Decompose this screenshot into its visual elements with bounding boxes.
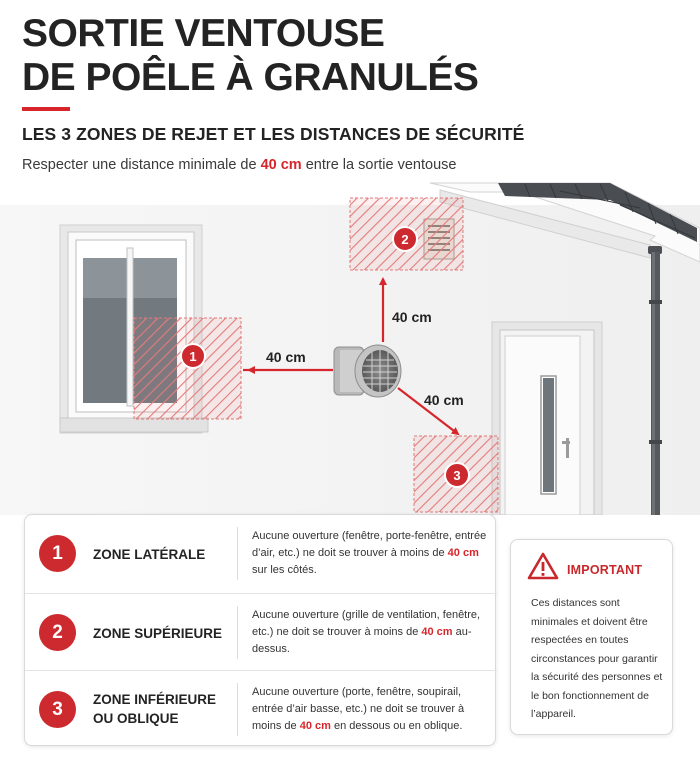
distance-label-lateral: 40 cm bbox=[266, 349, 306, 365]
zone-row bbox=[25, 515, 497, 592]
zone-2-marker bbox=[393, 227, 417, 251]
zone-description bbox=[252, 684, 492, 735]
zone-name-line-2: OU OBLIQUE bbox=[93, 711, 179, 726]
zone-3-marker bbox=[445, 463, 469, 487]
zone-distance-highlight: 40 cm bbox=[299, 720, 331, 732]
lead-text-start: Respecter une distance minimale de bbox=[22, 157, 261, 173]
title-underline bbox=[22, 107, 70, 111]
zone-description-end: au-dessus. bbox=[252, 626, 472, 655]
page-title bbox=[22, 12, 682, 100]
important-title: IMPORTANT bbox=[567, 563, 643, 577]
title-line-1: SORTIE VENTOUSE bbox=[22, 12, 385, 55]
zone-3-marker-label: 3 bbox=[453, 468, 461, 483]
important-body: Ces distances sont minimales et doivent être respectées en toutes circonstances pour garantir la sécurité des personnes et le bon fonctionnement de l’appareil. bbox=[531, 597, 663, 720]
zones-table bbox=[24, 514, 496, 746]
zone-description-text: Aucune ouverture (grille de ventilation, fenêtre, etc.) ne doit se trouver à moins de bbox=[252, 609, 481, 638]
zone-2-marker-label: 2 bbox=[401, 232, 409, 247]
zone-1-hatch bbox=[134, 318, 241, 419]
important-note bbox=[510, 539, 673, 735]
zone-name-line: ZONE LATÉRALE bbox=[93, 547, 206, 562]
zone-number-badge: 1 bbox=[39, 535, 76, 572]
zone-row bbox=[25, 670, 497, 747]
zone-1-marker bbox=[181, 344, 205, 368]
warning-triangle-icon bbox=[527, 552, 559, 580]
zone-name bbox=[93, 545, 243, 564]
zone-name bbox=[93, 624, 243, 643]
title-line-2: DE POÊLE À GRANULÉS bbox=[22, 56, 479, 99]
zone-description bbox=[252, 607, 492, 658]
lead-text-end: entre la sortie ventouse bbox=[305, 157, 457, 173]
zone-divider bbox=[237, 683, 238, 736]
zone-1-marker-label: 1 bbox=[189, 349, 197, 364]
zone-divider bbox=[237, 527, 238, 580]
flue-terminal bbox=[334, 345, 401, 397]
zone-description-text: Aucune ouverture (fenêtre, porte-fenêtre, entrée d’air, etc.) ne doit se trouver à moins de bbox=[252, 530, 487, 559]
zone-name bbox=[93, 690, 243, 728]
zone-distance-highlight: 40 cm bbox=[421, 626, 453, 638]
zone-number-badge: 3 bbox=[39, 691, 76, 728]
zone-divider bbox=[237, 606, 238, 659]
zone-name-line: ZONE INFÉRIEURE bbox=[93, 692, 217, 707]
zone-description bbox=[252, 528, 492, 579]
zone-row bbox=[25, 593, 497, 670]
distance-label-oblique: 40 cm bbox=[424, 392, 464, 408]
facade-diagram bbox=[0, 175, 700, 515]
zone-distance-highlight: 40 cm bbox=[447, 547, 479, 559]
door bbox=[492, 322, 602, 515]
lead-distance-highlight: 40 cm bbox=[260, 157, 302, 173]
zone-description-end: sur les côtés. bbox=[252, 564, 317, 576]
distance-label-top: 40 cm bbox=[392, 309, 432, 325]
page-subtitle: LES 3 ZONES DE REJET ET LES DISTANCES DE SÉCURITÉ bbox=[22, 124, 525, 144]
zone-number-badge: 2 bbox=[39, 614, 76, 651]
zone-name-line: ZONE SUPÉRIEURE bbox=[93, 626, 223, 641]
zone-description-end: en dessous ou en oblique. bbox=[330, 720, 463, 732]
zone-description-text: Aucune ouverture (porte, fenêtre, soupirail, entrée d’air basse, etc.) ne doit se trouver à moins de bbox=[252, 686, 465, 732]
